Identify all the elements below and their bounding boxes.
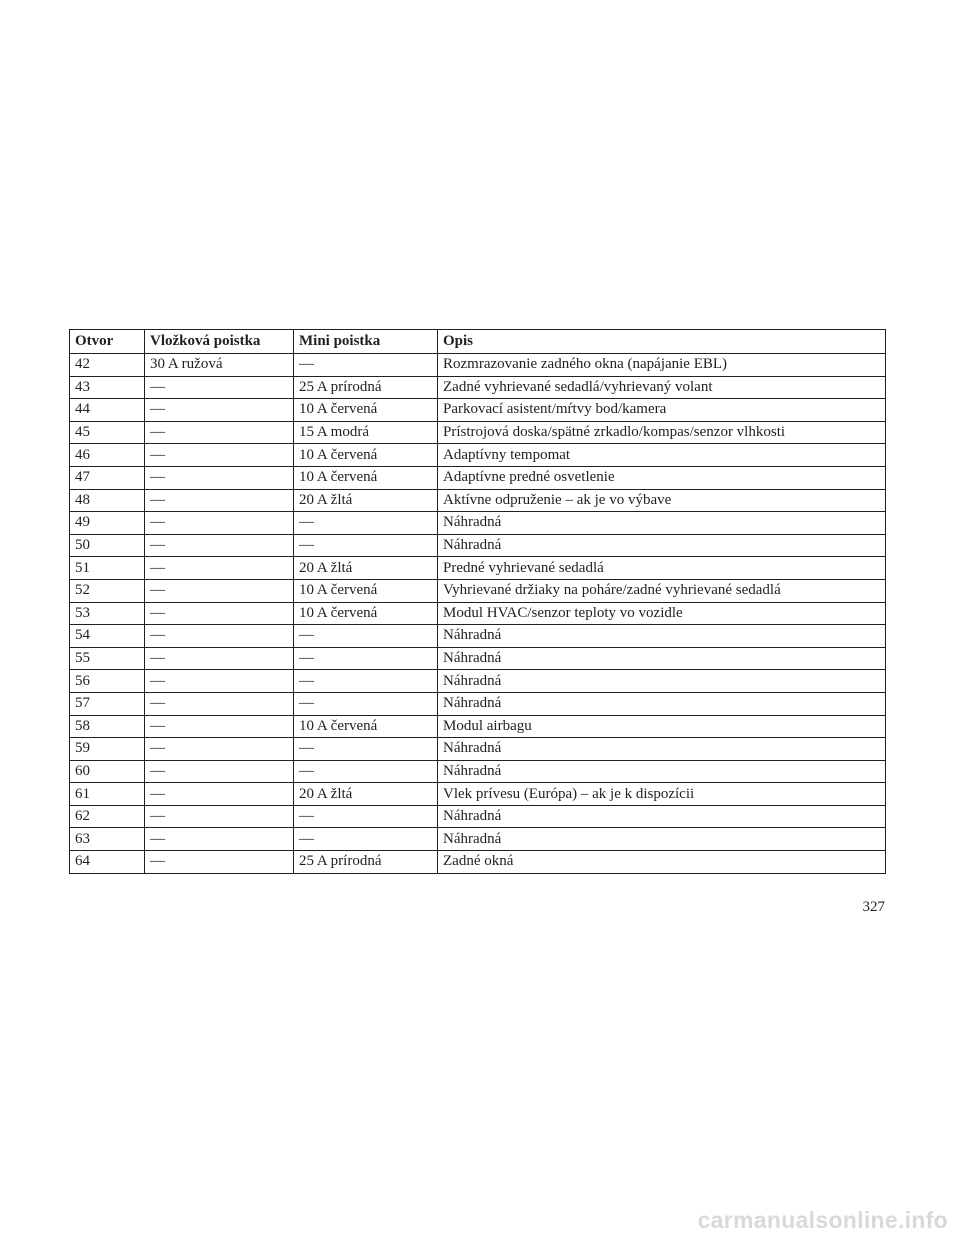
cavity-cell: 50	[70, 534, 145, 557]
cartridge-fuse-cell: —	[145, 421, 294, 444]
cartridge-fuse-cell: —	[145, 579, 294, 602]
table-row	[70, 466, 886, 489]
cartridge-fuse-cell: —	[145, 805, 294, 828]
description-cell: Aktívne odpruženie – ak je vo výbave	[438, 489, 886, 512]
description-cell: Náhradná	[438, 670, 886, 693]
description-cell: Náhradná	[438, 805, 886, 828]
mini-fuse-cell: 15 A modrá	[294, 421, 438, 444]
description-cell: Náhradná	[438, 738, 886, 761]
table-row	[70, 602, 886, 625]
cartridge-fuse-cell: —	[145, 783, 294, 806]
cartridge-fuse-cell: —	[145, 828, 294, 851]
table-row	[70, 421, 886, 444]
description-cell: Náhradná	[438, 760, 886, 783]
mini-fuse-cell: 25 A prírodná	[294, 851, 438, 874]
table-row	[70, 444, 886, 467]
cavity-cell: 62	[70, 805, 145, 828]
mini-fuse-cell: 10 A červená	[294, 602, 438, 625]
cartridge-fuse-cell: —	[145, 489, 294, 512]
cavity-cell: 63	[70, 828, 145, 851]
table-row	[70, 670, 886, 693]
mini-fuse-cell: —	[294, 625, 438, 648]
table-row	[70, 783, 886, 806]
cavity-cell: 59	[70, 738, 145, 761]
cartridge-fuse-cell: —	[145, 625, 294, 648]
mini-fuse-cell: —	[294, 354, 438, 377]
table-header-row	[70, 330, 886, 354]
table-row	[70, 647, 886, 670]
cartridge-fuse-cell: —	[145, 512, 294, 535]
cavity-cell: 44	[70, 399, 145, 422]
mini-fuse-cell: —	[294, 534, 438, 557]
description-cell: Náhradná	[438, 692, 886, 715]
mini-fuse-cell: —	[294, 805, 438, 828]
cavity-cell: 45	[70, 421, 145, 444]
description-cell: Vlek prívesu (Európa) – ak je k dispozícii	[438, 783, 886, 806]
mini-fuse-cell: —	[294, 647, 438, 670]
cavity-cell: 54	[70, 625, 145, 648]
cavity-cell: 61	[70, 783, 145, 806]
cartridge-fuse-cell: —	[145, 647, 294, 670]
table-row	[70, 738, 886, 761]
cavity-cell: 46	[70, 444, 145, 467]
table-row	[70, 851, 886, 874]
description-cell: Modul airbagu	[438, 715, 886, 738]
table-row	[70, 376, 886, 399]
mini-fuse-cell: —	[294, 512, 438, 535]
cavity-cell: 58	[70, 715, 145, 738]
description-cell: Predné vyhrievané sedadlá	[438, 557, 886, 580]
cartridge-fuse-cell: —	[145, 534, 294, 557]
mini-fuse-cell: 10 A červená	[294, 444, 438, 467]
table-row	[70, 715, 886, 738]
watermark: carmanualsonline.info	[697, 1207, 948, 1233]
cartridge-fuse-cell: —	[145, 557, 294, 580]
description-cell: Náhradná	[438, 512, 886, 535]
header-cavity: Otvor	[70, 330, 145, 354]
fuse-table	[69, 329, 886, 874]
description-cell: Adaptívne predné osvetlenie	[438, 466, 886, 489]
page-number: 327	[862, 899, 885, 915]
mini-fuse-cell: —	[294, 828, 438, 851]
cartridge-fuse-cell: —	[145, 376, 294, 399]
cartridge-fuse-cell: —	[145, 715, 294, 738]
table-row	[70, 760, 886, 783]
cartridge-fuse-cell: —	[145, 692, 294, 715]
mini-fuse-cell: 10 A červená	[294, 399, 438, 422]
cartridge-fuse-cell: —	[145, 670, 294, 693]
cavity-cell: 64	[70, 851, 145, 874]
table-row	[70, 557, 886, 580]
description-cell: Modul HVAC/senzor teploty vo vozidle	[438, 602, 886, 625]
description-cell: Parkovací asistent/mŕtvy bod/kamera	[438, 399, 886, 422]
cavity-cell: 52	[70, 579, 145, 602]
description-cell: Zadné okná	[438, 851, 886, 874]
cavity-cell: 42	[70, 354, 145, 377]
mini-fuse-cell: —	[294, 738, 438, 761]
header-cartridge-fuse: Vložková poistka	[145, 330, 294, 354]
description-cell: Adaptívny tempomat	[438, 444, 886, 467]
mini-fuse-cell: 10 A červená	[294, 466, 438, 489]
mini-fuse-cell: 10 A červená	[294, 715, 438, 738]
table-row	[70, 692, 886, 715]
cavity-cell: 51	[70, 557, 145, 580]
table-row	[70, 625, 886, 648]
table-row	[70, 534, 886, 557]
mini-fuse-cell: 20 A žltá	[294, 557, 438, 580]
cartridge-fuse-cell: 30 A ružová	[145, 354, 294, 377]
cavity-cell: 53	[70, 602, 145, 625]
table-row	[70, 399, 886, 422]
description-cell: Náhradná	[438, 828, 886, 851]
cartridge-fuse-cell: —	[145, 851, 294, 874]
mini-fuse-cell: 20 A žltá	[294, 489, 438, 512]
fuse-table-container	[69, 329, 885, 874]
table-row	[70, 489, 886, 512]
table-row	[70, 805, 886, 828]
description-cell: Náhradná	[438, 534, 886, 557]
description-cell: Náhradná	[438, 647, 886, 670]
table-body	[70, 354, 886, 874]
cavity-cell: 56	[70, 670, 145, 693]
description-cell: Rozmrazovanie zadného okna (napájanie EBL)	[438, 354, 886, 377]
description-cell: Zadné vyhrievané sedadlá/vyhrievaný volant	[438, 376, 886, 399]
mini-fuse-cell: —	[294, 670, 438, 693]
cavity-cell: 48	[70, 489, 145, 512]
header-description: Opis	[438, 330, 886, 354]
cavity-cell: 43	[70, 376, 145, 399]
cartridge-fuse-cell: —	[145, 602, 294, 625]
mini-fuse-cell: —	[294, 692, 438, 715]
cavity-cell: 57	[70, 692, 145, 715]
header-mini-fuse: Mini poistka	[294, 330, 438, 354]
description-cell: Náhradná	[438, 625, 886, 648]
mini-fuse-cell: 25 A prírodná	[294, 376, 438, 399]
mini-fuse-cell: 10 A červená	[294, 579, 438, 602]
table-row	[70, 828, 886, 851]
description-cell: Prístrojová doska/spätné zrkadlo/kompas/senzor vlhkosti	[438, 421, 886, 444]
mini-fuse-cell: —	[294, 760, 438, 783]
cartridge-fuse-cell: —	[145, 444, 294, 467]
table-row	[70, 512, 886, 535]
cartridge-fuse-cell: —	[145, 399, 294, 422]
cavity-cell: 47	[70, 466, 145, 489]
cartridge-fuse-cell: —	[145, 760, 294, 783]
cavity-cell: 60	[70, 760, 145, 783]
cartridge-fuse-cell: —	[145, 738, 294, 761]
table-row	[70, 354, 886, 377]
cartridge-fuse-cell: —	[145, 466, 294, 489]
mini-fuse-cell: 20 A žltá	[294, 783, 438, 806]
description-cell: Vyhrievané držiaky na poháre/zadné vyhrievané sedadlá	[438, 579, 886, 602]
cavity-cell: 49	[70, 512, 145, 535]
cavity-cell: 55	[70, 647, 145, 670]
table-row	[70, 579, 886, 602]
